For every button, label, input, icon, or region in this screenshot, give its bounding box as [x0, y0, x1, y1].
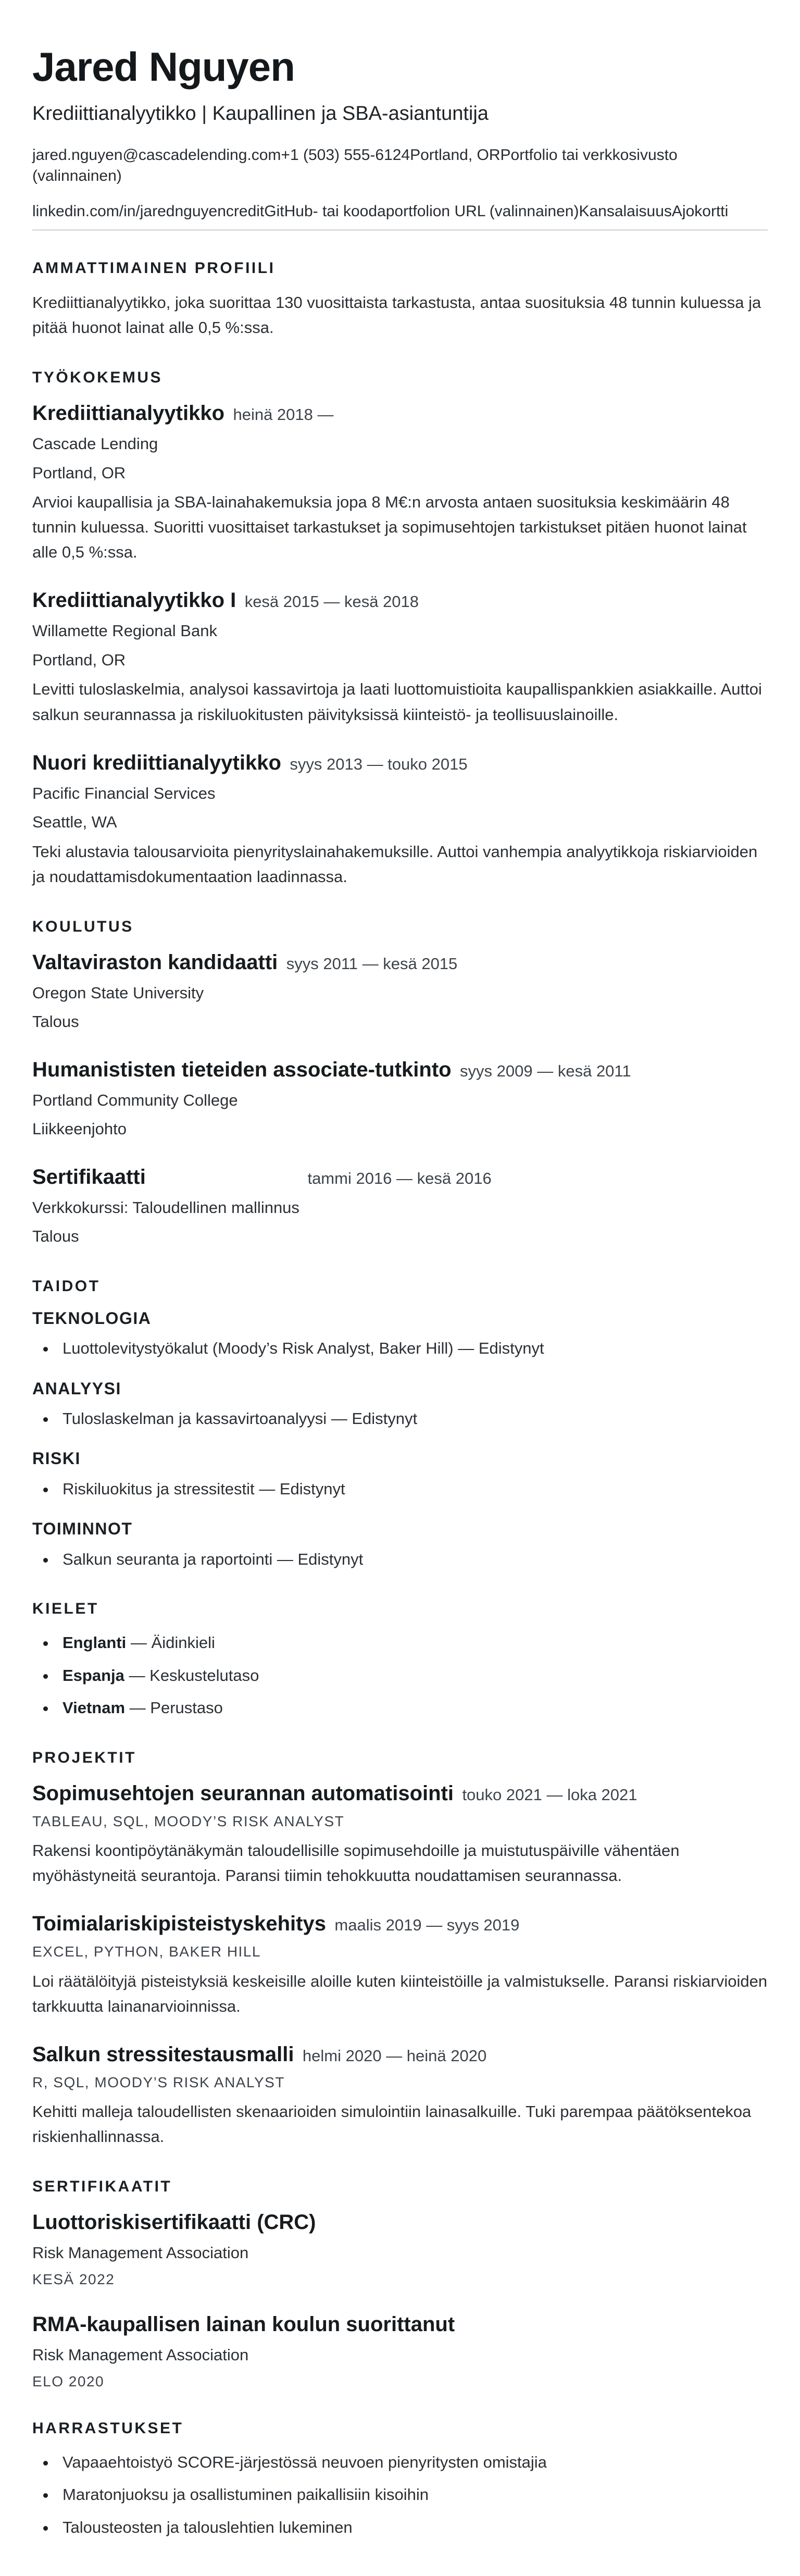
profile-text: Krediittianalyytikko, joka suorittaa 130 vuosittaista tarkastusta, antaa suosituksia 48 tunnin kuluessa ja pitää huonot lainat alle 0,5 %:ssa.	[32, 293, 761, 337]
language-separator: —	[129, 1699, 151, 1717]
project-description: Loi räätälöityjä pisteistyksiä keskeisille aloille kuten kiinteistöille ja valmistukselle. Paransi riskiarvioiden tarkkuutta lainanarvioinnissa.	[32, 1972, 768, 2015]
education-degree: Valtaviraston kandidaatti	[32, 950, 278, 974]
section-education	[32, 918, 768, 1249]
section-projects	[32, 1749, 768, 2149]
education-title-row	[32, 949, 768, 976]
project-title: Sopimusehtojen seurannan automatisointi	[32, 1781, 454, 1805]
job-entry	[32, 749, 768, 889]
project-entry	[32, 1910, 768, 2018]
job-company: Cascade Lending	[32, 435, 158, 453]
section-languages	[32, 1600, 768, 1720]
job-description: Levitti tuloslaskelmia, analysoi kassavirtoja ja laati luottomuistioita kaupallispankkien asiakkaille. Auttoi salkun seurannassa ja riskiluokitusten päivityksissä kiinteistö- ja teollisuuslainoille.	[32, 680, 762, 724]
contact-line-2: linkedin.com/in/jarednguyencreditGitHub- tai koodaportfolion URL (valinnainen)KansalaisuusAjokortti	[32, 202, 729, 220]
job-title: Nuori krediittianalyytikko	[32, 751, 281, 774]
education-degree: Humanististen tieteiden associate-tutkinto	[32, 1058, 452, 1081]
job-location: Portland, OR	[32, 463, 126, 482]
project-stack: EXCEL, PYTHON, BAKER HILL	[32, 1943, 261, 1960]
skill-group	[32, 1519, 768, 1571]
certification-date: KESÄ 2022	[32, 2271, 115, 2287]
education-entry	[32, 1056, 768, 1142]
person-name: Jared Nguyen	[32, 44, 295, 90]
section-skills	[32, 1277, 768, 1572]
education-title-row	[32, 1163, 768, 1191]
skill-group	[32, 1448, 768, 1501]
skill-item: • Riskiluokitus ja stressitestit — Edistynyt	[56, 1477, 768, 1502]
job-entry	[32, 587, 768, 727]
language-level: Perustaso	[150, 1699, 223, 1717]
skill-group-name: RISKI	[32, 1449, 81, 1468]
certification-issuer: Risk Management Association	[32, 2346, 249, 2364]
skill-group	[32, 1379, 768, 1431]
project-title-row	[32, 1780, 768, 1807]
section-skills-heading: TAIDOT	[32, 1277, 101, 1295]
skill-list	[32, 1477, 768, 1502]
language-name: Espanja	[63, 1666, 124, 1685]
skill-group-name: ANALYYSI	[32, 1379, 121, 1398]
job-description: Arvioi kaupallisia ja SBA-lainahakemuksia jopa 8 M€:n arvosta antaen suosituksia keskimäärin 48 tunnin kuluessa. Suoritti vuosittaiset tarkastukset ja sopimusehtojen tarkistukset pitäen huonot lainat alle 0,5 %:ssa.	[32, 493, 747, 562]
project-title-row	[32, 1910, 768, 1937]
language-name: Vietnam	[63, 1699, 126, 1717]
contact-line-1: jared.nguyen@cascadelending.com+1 (503) 555-6124Portland, ORPortfolio tai verkkosivusto (valinnainen)	[32, 146, 678, 185]
language-list	[32, 1631, 768, 1720]
job-dates: kesä 2015 — kesä 2018	[244, 592, 419, 611]
certification-name: Luottoriskisertifikaatti (CRC)	[32, 2211, 316, 2234]
education-degree: Sertifikaatti	[32, 1165, 146, 1188]
section-certifications	[32, 2177, 768, 2391]
job-description: Teki alustavia talousarvioita pienyrityslainahakemuksille. Auttoi vanhempia analyytikkoja riskiarvioiden ja noudattamisdokumentaation laadinnassa.	[32, 842, 758, 886]
certification-entry	[32, 2311, 768, 2391]
job-title-row	[32, 749, 768, 776]
education-school: Verkkokurssi: Taloudellinen mallinnus	[32, 1198, 299, 1217]
section-experience-heading: TYÖKOKEMUS	[32, 369, 163, 387]
education-entry	[32, 949, 768, 1034]
project-stack: R, SQL, MOODY’S RISK ANALYST	[32, 2074, 285, 2090]
education-dates: syys 2009 — kesä 2011	[460, 1061, 631, 1080]
project-entry	[32, 1780, 768, 1888]
job-company: Pacific Financial Services	[32, 784, 216, 802]
education-entry	[32, 1163, 768, 1249]
skill-group-name: TEKNOLOGIA	[32, 1308, 152, 1328]
language-item	[56, 1631, 768, 1655]
certification-title-row	[32, 2311, 768, 2338]
skill-group	[32, 1308, 768, 1361]
education-dates: tammi 2016 — kesä 2016	[307, 1169, 492, 1187]
project-dates: touko 2021 — loka 2021	[462, 1785, 638, 1804]
language-item	[56, 1664, 768, 1688]
job-title: Krediittianalyytikko I	[32, 589, 236, 612]
project-description: Kehitti malleja taloudellisten skenaarioiden simulointiin lainasalkuille. Tuki parempaa päätöksentekoa riskienhallinnassa.	[32, 2102, 752, 2146]
job-location: Portland, OR	[32, 650, 126, 669]
certification-title-row	[32, 2209, 768, 2236]
project-description: Rakensi koontipöytänäkymän taloudellisille sopimusehdoille ja muistutuspäiville vähentäen myöhästyneitä seurantoja. Paransi tiimin tehokkuutta noudattamisen seurannassa.	[32, 1841, 680, 1885]
hobby-item: • Maratonjuoksu ja osallistuminen paikallisiin kisoihin	[56, 2483, 768, 2507]
job-location: Seattle, WA	[32, 813, 117, 832]
language-separator: —	[129, 1666, 150, 1685]
education-field: Liikkeenjohto	[32, 1120, 127, 1138]
section-hobbies-heading: HARRASTUKSET	[32, 2419, 184, 2437]
section-hobbies	[32, 2419, 768, 2540]
project-dates: maalis 2019 — syys 2019	[334, 1916, 520, 1935]
project-stack: TABLEAU, SQL, MOODY’S RISK ANALYST	[32, 1813, 345, 1829]
education-title-row	[32, 1056, 768, 1083]
job-title: Krediittianalyytikko	[32, 402, 225, 425]
education-field: Talous	[32, 1227, 79, 1246]
section-languages-heading: KIELET	[32, 1600, 99, 1618]
language-level: Keskustelutaso	[149, 1666, 259, 1685]
job-dates: heinä 2018 —	[233, 405, 334, 424]
certification-entry	[32, 2209, 768, 2289]
job-entry	[32, 400, 768, 565]
section-profile	[32, 259, 768, 340]
section-education-heading: KOULUTUS	[32, 918, 134, 935]
section-projects-heading: PROJEKTIT	[32, 1749, 136, 1766]
language-level: Äidinkieli	[151, 1633, 215, 1652]
skill-item: • Salkun seuranta ja raportointi — Edistynyt	[56, 1547, 768, 1572]
skill-list	[32, 1407, 768, 1431]
education-school: Portland Community College	[32, 1091, 238, 1109]
job-title-row	[32, 587, 768, 614]
section-experience	[32, 368, 768, 889]
section-certifications-heading: SERTIFIKAATIT	[32, 2178, 172, 2196]
certification-name: RMA-kaupallisen lainan koulun suorittanut	[32, 2313, 455, 2336]
project-title: Salkun stressitestausmalli	[32, 2042, 294, 2066]
education-dates: syys 2011 — kesä 2015	[286, 954, 458, 973]
skill-item: • Luottolevitystyökalut (Moody’s Risk Analyst, Baker Hill) — Edistynyt	[56, 1336, 768, 1361]
job-title-row	[32, 400, 768, 427]
language-name: Englanti	[63, 1633, 127, 1652]
hobby-item: • Talousteosten ja talouslehtien lukeminen	[56, 2516, 768, 2540]
project-dates: helmi 2020 — heinä 2020	[302, 2046, 487, 2065]
skill-list	[32, 1547, 768, 1572]
job-company: Willamette Regional Bank	[32, 622, 217, 640]
project-entry	[32, 2041, 768, 2149]
skill-list	[32, 1336, 768, 1361]
skill-group-name: TOIMINNOT	[32, 1519, 133, 1539]
person-headline: Krediittianalyytikko | Kaupallinen ja SBA-asiantuntija	[32, 103, 489, 125]
project-title: Toimialariskipisteistyskehitys	[32, 1912, 326, 1936]
language-separator: —	[130, 1633, 152, 1652]
education-school: Oregon State University	[32, 983, 204, 1002]
language-item	[56, 1696, 768, 1720]
skill-item: • Tuloslaskelman ja kassavirtoanalyysi — Edistynyt	[56, 1407, 768, 1431]
project-title-row	[32, 2041, 768, 2068]
certification-date: ELO 2020	[32, 2373, 105, 2389]
header-divider	[32, 229, 768, 231]
certification-issuer: Risk Management Association	[32, 2244, 249, 2262]
education-field: Talous	[32, 1012, 79, 1031]
resume-header	[32, 44, 768, 231]
hobby-item: • Vapaaehtoistyö SCORE-järjestössä neuvoen pienyritysten omistajia	[56, 2450, 768, 2475]
job-dates: syys 2013 — touko 2015	[290, 754, 468, 773]
section-profile-heading: AMMATTIMAINEN PROFIILI	[32, 259, 276, 277]
hobby-list	[32, 2450, 768, 2540]
